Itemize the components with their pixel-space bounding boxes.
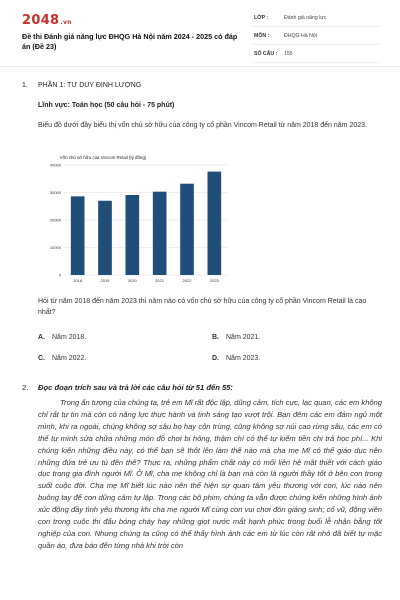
y-tick-label: 40000 bbox=[49, 162, 61, 168]
field-label: Lĩnh vực: Toán học (50 câu hỏi - 75 phút) bbox=[38, 102, 175, 109]
option-d[interactable] bbox=[212, 355, 260, 362]
bar-2018 bbox=[71, 196, 85, 275]
bar-2020 bbox=[126, 195, 140, 275]
y-tick-label: 30000 bbox=[49, 190, 61, 195]
chart-grid bbox=[64, 165, 228, 275]
option-text: Năm 2021. bbox=[226, 334, 261, 341]
y-tick-label: 10000 bbox=[49, 245, 61, 250]
meta-key: LỚP : bbox=[254, 15, 269, 21]
exam-meta bbox=[252, 12, 380, 66]
x-tick-label: 2018 bbox=[73, 278, 83, 283]
option-letter: C. bbox=[38, 355, 45, 362]
option-text: Năm 2018. bbox=[52, 334, 87, 341]
question-instruction: Đọc đoạn trích sau và trả lời các câu hỏi từ 51 đến 55: bbox=[38, 383, 233, 392]
y-tick-label: 0 bbox=[58, 272, 61, 278]
bar-2022 bbox=[180, 184, 194, 275]
reading-passage bbox=[38, 397, 382, 552]
meta-subject-row bbox=[252, 30, 380, 45]
site-logo[interactable] bbox=[22, 13, 72, 28]
x-tick-label: 2023 bbox=[209, 278, 219, 283]
equity-chart bbox=[38, 151, 238, 293]
option-c[interactable] bbox=[38, 355, 86, 362]
page-header bbox=[0, 0, 400, 67]
question-prompt: Hỏi từ năm 2018 đến năm 2023 thì năm nào có vốn chủ sở hữu của công ty cổ phần Vincom Retail là cao nhất? bbox=[38, 298, 367, 316]
chart-title: Vốn chủ sở hữu của Vincom Retail (tỷ đồng) bbox=[59, 155, 147, 160]
bar-2023 bbox=[208, 172, 222, 275]
logo-suffix: .vn bbox=[60, 19, 72, 26]
meta-key: SỐ CÂU : bbox=[254, 51, 278, 57]
x-tick-label: 2021 bbox=[155, 278, 165, 283]
y-tick-label: 20000 bbox=[49, 217, 61, 223]
meta-key: MÔN : bbox=[254, 33, 270, 39]
question-number: 1. bbox=[22, 82, 28, 89]
logo-text: 2048 bbox=[22, 13, 60, 28]
option-letter: B. bbox=[212, 334, 219, 341]
bar-2019 bbox=[98, 201, 112, 275]
bar-2021 bbox=[153, 192, 167, 275]
exam-title: Đề thi Đánh giá năng lực ĐHQG Hà Nội năm 2024 - 2025 có đáp án (Đề 23) bbox=[22, 32, 238, 51]
meta-value: Đánh giá năng lực bbox=[284, 15, 327, 21]
option-text: Năm 2022. bbox=[52, 355, 87, 362]
question-intro: Biểu đồ dưới đây biểu thị vốn chủ sở hữu của công ty cổ phần Vincom Retail từ năm 2018 đến năm 2023. bbox=[38, 122, 367, 129]
part-heading bbox=[22, 82, 141, 89]
passage-paragraph: Trong ấn tượng của chúng ta, trẻ em Mĩ rất độc lập, dũng cảm, tích cực, lạc quan, các em không chỉ rất tự tin mà còn có năng lực thực hành và tinh sáng tạo vượt trội. Bạn đêm các em đám ngủ một mình, khi ra ngoài, chúng không sợ sâu bọ hay côn trùng, cũng không sợ núi cao rừng sâu, các em có thể tự mình sửa chữa những món đồ chơi bị hỏng, thậm chí có thể tự kiếm tiền chi trả học phí... Khi chúng kiến những điều này, có thể bạn sẽ thốt lên làm thế nào mà cha mẹ Mĩ có thể giáo dục nên những đứa trẻ ưu tú đến thế? Thực ra, những phẩm chất này có mối liên hệ mật thiết với cách giáo dục trong gia đình người Mĩ. Ở Mĩ, cha mẹ không chỉ là bạn mà còn là người thầy tốt ở bên con trong suốt cuộc đời. Cha mẹ Mĩ biết lúc nào nên thể hiện sự quan tâm yêu thương với con, lúc nào nên buông tay để con dũng cảm tự lập. Trong các bộ phim, chúng ta vẫn được chứng kiến những hình ảnh xúc động đầy tình yêu thương khi cha mẹ người Mĩ cùng con vui chơi đón giáng sinh; cổ vũ, động viên con trong cuộc thi đấu bóng chày hay những giọt nước mắt hạnh phúc trong buổi lễ nhận bằng tốt nghiệp của con. Nhưng chúng ta cũng có thể thấy hình ảnh các em từ lúc còn rất nhỏ đã biết tự mặc quần áo, đưa báo đến từng nhà khi trời còn bbox=[38, 398, 382, 550]
option-letter: A. bbox=[38, 334, 45, 341]
meta-count-row bbox=[252, 48, 380, 63]
x-tick-label: 2019 bbox=[100, 278, 110, 283]
chart-x-ticks bbox=[73, 278, 219, 283]
question-2-heading bbox=[22, 383, 382, 392]
meta-value: 155 bbox=[284, 51, 293, 57]
chart-svg bbox=[38, 151, 238, 293]
chart-y-ticks bbox=[50, 163, 62, 278]
option-text: Năm 2023. bbox=[226, 355, 261, 362]
meta-class-row bbox=[252, 12, 380, 27]
part-title: PHẦN 1: TƯ DUY ĐỊNH LƯỢNG bbox=[38, 82, 142, 89]
meta-value: ĐHQG Hà Nội bbox=[284, 33, 317, 39]
option-letter: D. bbox=[212, 355, 219, 362]
question-number: 2. bbox=[22, 383, 29, 392]
x-tick-label: 2022 bbox=[182, 278, 192, 283]
option-a[interactable] bbox=[38, 334, 86, 341]
x-tick-label: 2020 bbox=[127, 278, 137, 283]
chart-bars bbox=[71, 172, 221, 275]
option-b[interactable] bbox=[212, 334, 260, 341]
